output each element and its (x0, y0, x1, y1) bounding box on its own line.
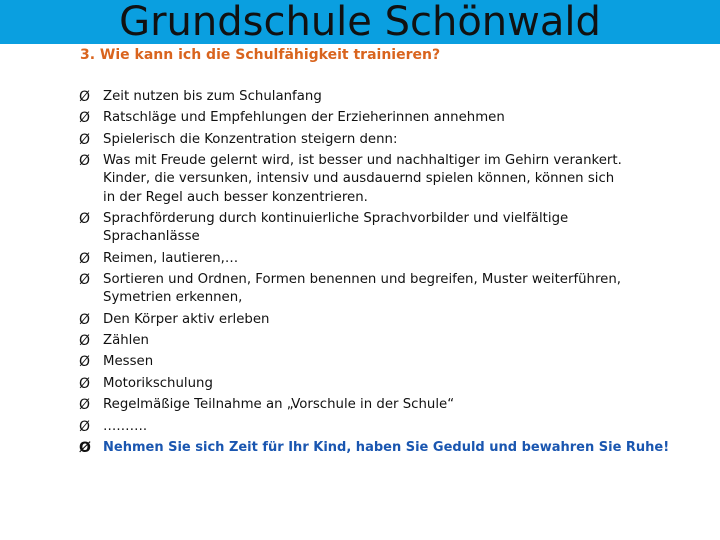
list-item-line: ………. (103, 418, 148, 434)
list-item-line: Den Körper aktiv erleben (103, 311, 270, 327)
list-item (79, 131, 699, 149)
arrow-bullet-icon: Ø (79, 397, 91, 414)
arrow-bullet-icon: Ø (79, 375, 91, 392)
arrow-bullet-icon: Ø (79, 250, 91, 267)
arrow-bullet-icon: Ø (79, 332, 91, 349)
list-item (79, 375, 699, 393)
list-item-line: Zählen (103, 332, 149, 348)
list-item-line: Messen (103, 354, 154, 370)
list-item (79, 418, 699, 436)
list-item-line: Reimen, lautieren,… (103, 250, 239, 266)
list-item (79, 88, 699, 106)
list-item-line: in der Regel auch besser konzentrieren. (103, 189, 368, 205)
list-item (79, 396, 699, 414)
arrow-bullet-icon: Ø (79, 131, 91, 148)
list-item (79, 210, 699, 246)
list-item-line: Regelmäßige Teilnahme an „Vorschule in der Schule“ (103, 397, 455, 413)
list-item (79, 152, 699, 207)
list-item-line: Motorikschulung (103, 375, 213, 391)
list-item-line: Symetrien erkennen, (103, 290, 243, 306)
list-item (79, 250, 699, 268)
arrow-bullet-icon: Ø (79, 311, 91, 328)
list-item-line: Spielerisch die Konzentration steigern denn: (103, 131, 398, 147)
arrow-bullet-icon: Ø (79, 210, 91, 227)
list-item (79, 353, 699, 371)
list-item-line: Sprachförderung durch kontinuierliche Sprachvorbilder und vielfältige (103, 210, 569, 226)
list-item-line: Sprachanlässe (103, 229, 200, 245)
closing-note-item (79, 439, 699, 457)
arrow-bullet-icon: Ø (79, 439, 91, 456)
list-item-line: Kinder, die versunken, intensiv und ausdauernd spielen können, können sich (103, 171, 615, 187)
list-item (79, 311, 699, 329)
list-item-line: Sortieren und Ordnen, Formen benennen und begreifen, Muster weiterführen, (103, 271, 621, 287)
arrow-bullet-icon: Ø (79, 89, 91, 105)
bullet-list (79, 88, 699, 460)
list-item (79, 332, 699, 350)
arrow-bullet-icon: Ø (79, 271, 91, 288)
page-title: Grundschule Schönwald (119, 0, 601, 45)
list-item-line: Was mit Freude gelernt wird, ist besser und nachhaltiger im Gehirn verankert. (103, 153, 622, 169)
list-item-line: Zeit nutzen bis zum Schulanfang (103, 89, 322, 104)
arrow-bullet-icon: Ø (79, 418, 91, 435)
list-item (79, 271, 699, 307)
arrow-bullet-icon: Ø (79, 354, 91, 371)
arrow-bullet-icon: Ø (79, 110, 91, 127)
list-item (79, 109, 699, 127)
list-item-line: Ratschläge und Empfehlungen der Erzieherinnen annehmen (103, 110, 505, 126)
list-item-line: Nehmen Sie sich Zeit für Ihr Kind, haben Sie Geduld und bewahren Sie Ruhe! (103, 439, 670, 455)
section-heading: 3. Wie kann ich die Schulfähigkeit trainieren? (80, 47, 441, 63)
arrow-bullet-icon: Ø (79, 153, 91, 170)
